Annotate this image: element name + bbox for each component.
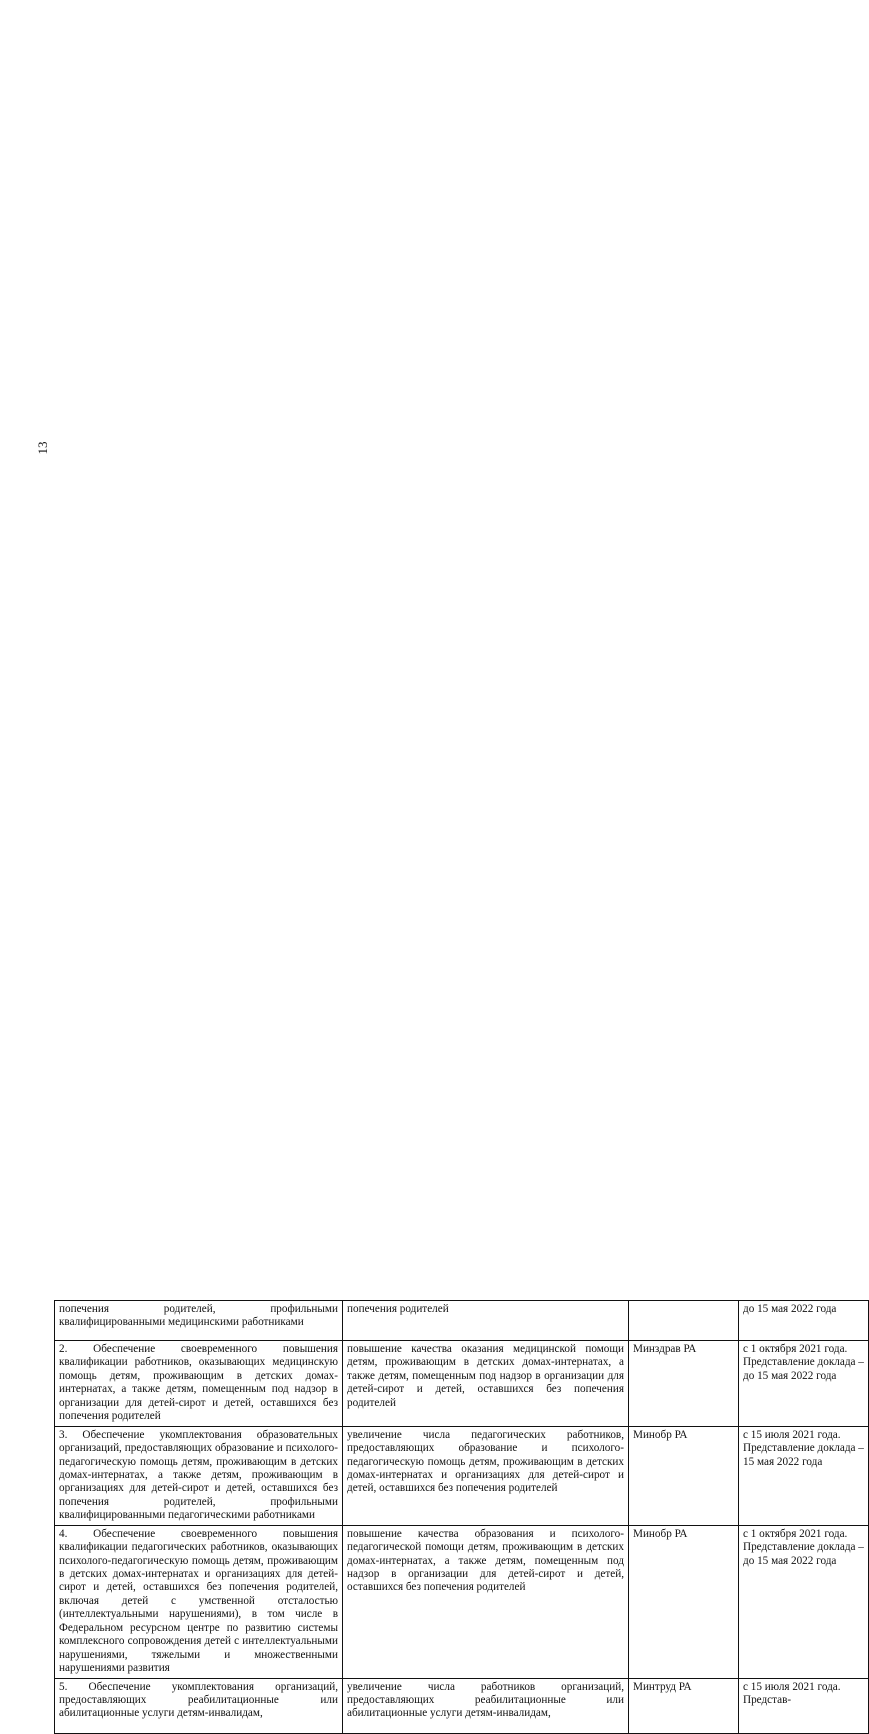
table-row [55, 1301, 869, 1341]
measure-cell: 3. Обеспечение укомплектования образовательных организаций, предоставляющих образование и психолого-педагогическую помощь детям, проживающим в детских домах-интернатах, а также детям, проживающим в организациях для детей-сирот и детей, оставшихся без попечения родителей, профильными квалифицированными педагогическими работниками [55, 1426, 343, 1525]
table-row [55, 1426, 869, 1525]
measure-cell: 4. Обеспечение своевременного повышения квалификации педагогических работников, оказывающих психолого-педагогическую помощь детям, проживающим в детских домах-интернатах и организациях для детей-сирот и детей, оставшихся без попечения родителей, включая детей с умственной отсталостью (интеллектуальными нарушениями), в том числе в Федеральном ресурсном центре по развитию системы комплексного сопровождения детей с интеллектуальными нарушениями, тяжелыми и множественными нарушениями развития [55, 1525, 343, 1678]
measure-cell: 2. Обеспечение своевременного повышения квалификации работников, оказывающих медицинскую помощь детям, проживающим в детских домах-интернатах, а также детям, помещенным под надзор в организации для детей-сирот и детей, оставшихся без попечения родителей [55, 1341, 343, 1427]
table-row [55, 1678, 869, 1733]
result-cell: увеличение числа работников организаций, предоставляющих реабилитационные или абилитационные услуги детям-инвалидам, [343, 1678, 629, 1733]
measures-table [54, 1300, 869, 1734]
result-cell: повышение качества образования и психолого-педагогической помощи детям, проживающим в детских домах-интернатах, а также детям, помещенным под надзор в организации для детей-сирот и детей, оставшихся без попечения родителей [343, 1525, 629, 1678]
deadline-cell: с 15 июля 2021 года. Представление доклада – 15 мая 2022 года [739, 1426, 869, 1525]
page-content [54, 1300, 868, 1720]
deadline-cell: с 15 июля 2021 года. Представ- [739, 1678, 869, 1733]
deadline-cell: с 1 октября 2021 года. Представление доклада – до 15 мая 2022 года [739, 1341, 869, 1427]
executor-cell: Минздрав РА [629, 1341, 739, 1427]
deadline-cell: с 1 октября 2021 года. Представление доклада – до 15 мая 2022 года [739, 1525, 869, 1678]
measure-cell: 5. Обеспечение укомплектования организаций, предоставляющих реабилитационные или абилитационные услуги детям-инвалидам, [55, 1678, 343, 1733]
executor-cell [629, 1301, 739, 1341]
deadline-cell: до 15 мая 2022 года [739, 1301, 869, 1341]
rotated-table-wrapper [54, 1300, 868, 1720]
executor-cell: Минобр РА [629, 1426, 739, 1525]
page-number: 13 [35, 441, 50, 455]
executor-cell: Минтруд РА [629, 1678, 739, 1733]
result-cell: увеличение числа педагогических работников, предоставляющих образование и психолого-педагогическую помощь детям, проживающим в детских домах-интернатах и организациях для детей-сирот и детей, оставшихся без попечения родителей [343, 1426, 629, 1525]
executor-cell: Минобр РА [629, 1525, 739, 1678]
result-cell: повышение качества оказания медицинской помощи детям, проживающим в детских домах-интернатах, а также детям, помещенным под надзор в организации для детей-сирот и детей, оставшихся без попечения родителей [343, 1341, 629, 1427]
rotated-page-frame [54, 1300, 868, 1720]
table-row [55, 1341, 869, 1427]
measure-cell: попечения родителей, профильными квалифицированными медицинскими работниками [55, 1301, 343, 1341]
table-row [55, 1525, 869, 1678]
result-cell: попечения родителей [343, 1301, 629, 1341]
